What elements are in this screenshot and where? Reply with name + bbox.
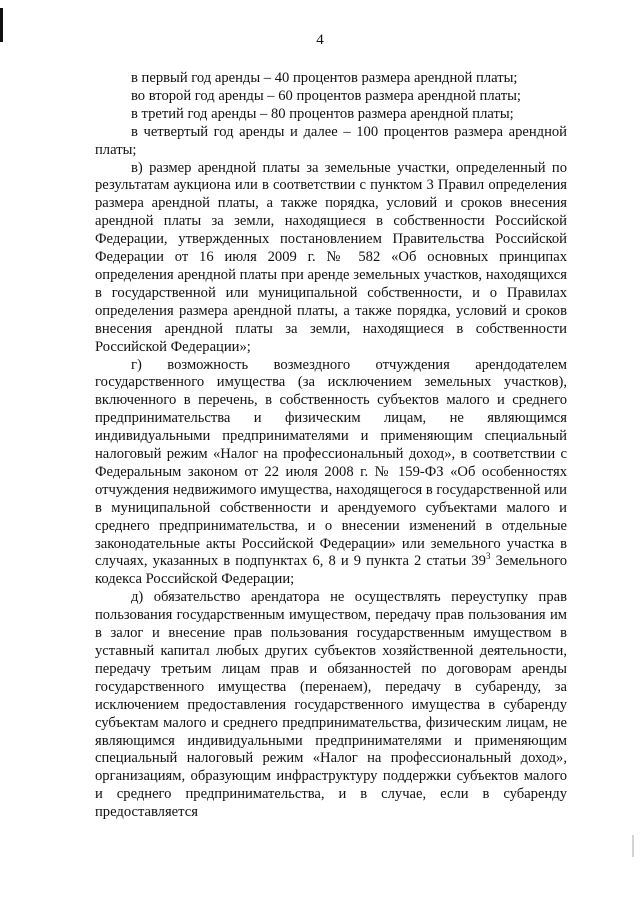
page-number: 4 (316, 32, 324, 48)
paragraph-lease-year-3: в третий год аренды – 80 процентов размера арендной платы; (131, 105, 514, 122)
paragraph-g-tail: Земельного кодекса Российской Федерации; (95, 553, 567, 588)
paragraph-lease-year-2: во второй год аренды – 60 процентов размера арендной платы; (131, 87, 521, 104)
paragraph-g-alienation (95, 357, 567, 590)
paragraph-v-rent-amount: в) размер арендной платы за земельные участки, определенный по результатам аукциона или в соответствии с пунктом 3 Правил определения размера арендной платы, а также порядка, условий и сроков внесения арендной платы за земли, находящиеся в собственности Российской Федерации, утвержденных постановлением Правительства Российской Федерации от 16 июля 2009 г. № 582 «Об основных принципах определения арендной платы при аренде земельных участков, находящихся в государственной или муниципальной собственности, и о Правилах определения размера арендной платы, а также порядка, условий и сроков внесения арендной платы за земли, находящиеся в собственности Российской Федерации»; (95, 159, 567, 355)
scan-artifact (632, 835, 634, 857)
paragraph-lease-year-1: в первый год аренды – 40 процентов размера арендной платы; (131, 70, 518, 86)
paragraph-g-text: г) возможность возмездного отчуждения арендодателем государственного имущества (за исключением земельных участков), включенного в перечень, в собственность субъектов малого и среднего предпринимательства и физическим лицам, не являющимся индивидуальными предпринимателями и применяющим специальный налоговый режим «Налог на профессиональный доход», в соответствии с Федеральным законом от 22 июля 2008 г. № 159-ФЗ «Об особенностях отчуждения недвижимого имущества, находящегося в государственной или в муниципальной собственности и арендуемого субъектами малого и среднего предпринимательства, и о внесении изменений в отдельные законодательные акты Российской Федерации» или земельного участка в случаях, указанных в подпунктах 6, 8 и 9 пункта 2 статьи 39 (95, 356, 567, 570)
paragraph-lease-year-4: в четвертый год аренды и далее – 100 процентов размера арендной платы; (95, 123, 567, 158)
document-body (95, 70, 567, 822)
article-superscript: 3 (485, 551, 491, 562)
paragraph-d-obligation: д) обязательство арендатора не осуществлять переуступку прав пользования государственным имуществом, передачу прав пользования им в залог и внесение прав пользования государственным имуществом в уставный капитал любых других субъектов хозяйственной деятельности, передачу третьим лицам прав и обязанностей по договорам аренды государственного имущества (перенаем), передачу в субаренду, за исключением предоставления государственного имущества в субаренду субъектам малого и среднего предпринимательства, физическим лицам, не являющимся индивидуальными предпринимателями и применяющим специальный налоговый режим «Налог на профессиональный доход», организациям, образующим инфраструктуру поддержки субъектов малого и среднего предпринимательства, и в случае, если в субаренду предоставляется (95, 589, 567, 821)
